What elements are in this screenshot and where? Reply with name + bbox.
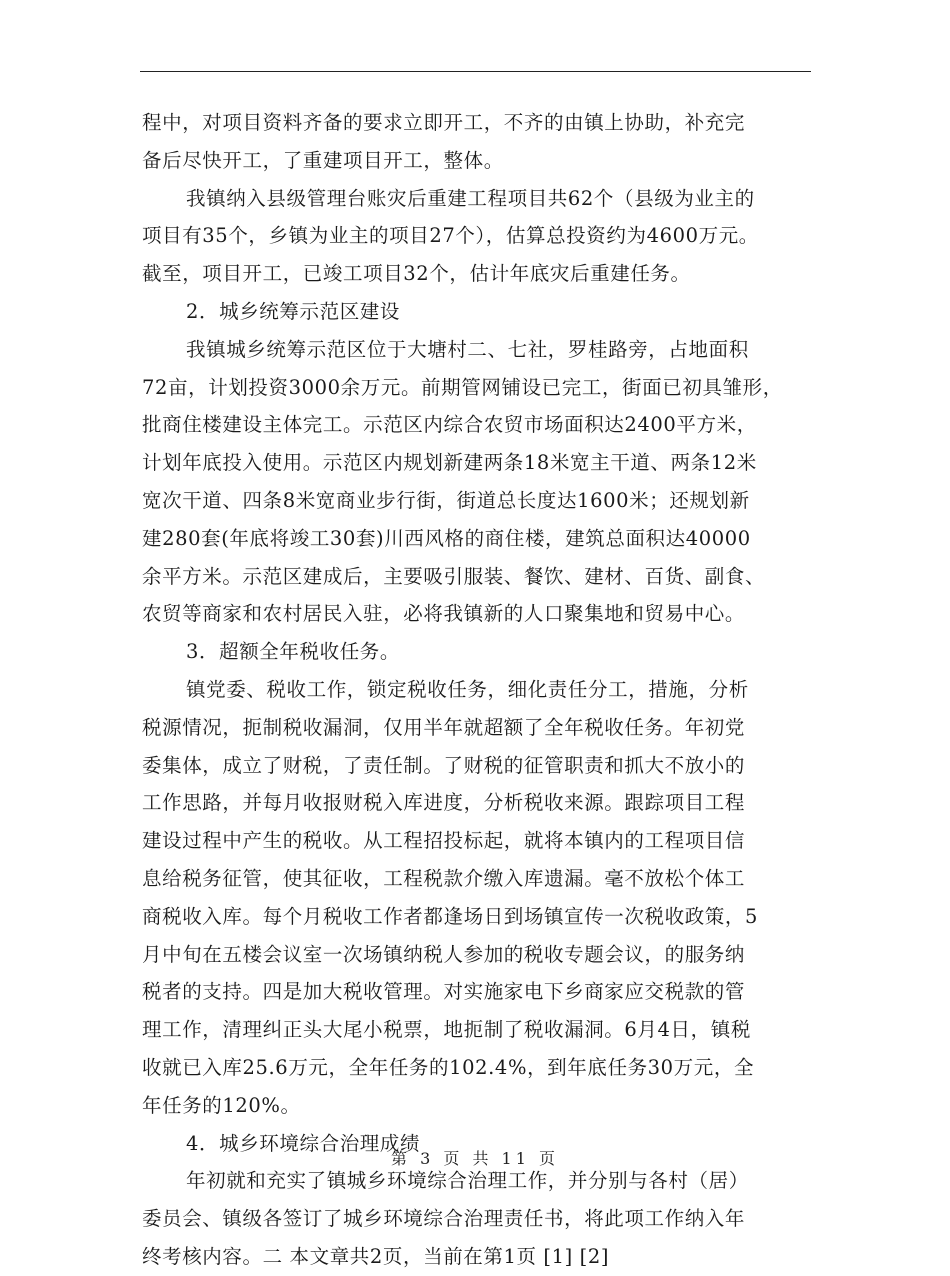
text-line: 年初就和充实了镇城乡环境综合治理工作，并分别与各村（居） (186, 1169, 749, 1193)
header-rule (140, 71, 811, 72)
text-line: 宽次干道、四条8米宽商业步行街，街道总长度达1600米；还规划新 (142, 488, 750, 512)
text-line: 2．城乡统筹示范区建设 (186, 299, 401, 323)
text-line: 3．超额全年税收任务。 (186, 640, 401, 664)
text-line: 月中旬在五楼会议室一次场镇纳税人参加的税收专题会议，的服务纳 (142, 942, 746, 966)
document-body (142, 104, 814, 1276)
page-number: 第 3 页 共 11 页 (391, 1149, 559, 1168)
text-line: 余平方米。示范区建成后，主要吸引服装、餐饮、建材、百货、副食、 (142, 564, 766, 588)
text-line: 商税收入库。每个月税收工作者都逢场日到场镇宣传一次税收政策，5 (142, 904, 759, 928)
text-line: 税源情况，扼制税收漏洞，仅用半年就超额了全年税收任务。年初党 (142, 715, 746, 739)
text-line: 终考核内容。二 本文章共2页，当前在第1页 [1] [2] (142, 1244, 610, 1268)
text-line: 农贸等商家和农村居民入驻，必将我镇新的人口聚集地和贸易中心。 (142, 602, 746, 626)
text-line: 截至，项目开工，已竣工项目32个，估计年底灾后重建任务。 (142, 262, 691, 286)
text-line: 委集体，成立了财税，了责任制。了财税的征管职责和抓大不放小的 (142, 753, 746, 777)
text-line: 72亩，计划投资3000余万元。前期管网铺设已完工，街面已初具雏形， (142, 375, 783, 399)
text-line: 税者的支持。四是加大税收管理。对实施家电下乡商家应交税款的管 (142, 980, 746, 1004)
text-line: 我镇纳入县级管理台账灾后重建工程项目共62个（县级为业主的 (186, 186, 755, 210)
text-line: 建280套(年底将竣工30套)川西风格的商住楼，建筑总面积达40000 (142, 526, 751, 550)
text-line: 计划年底投入使用。示范区内规划新建两条18米宽主干道、两条12米 (142, 451, 757, 475)
text-line: 建设过程中产生的税收。从工程招投标起，就将本镇内的工程项目信 (142, 829, 746, 853)
text-line: 4．城乡环境综合治理成绩 (186, 1131, 421, 1155)
page-footer (0, 1146, 950, 1169)
text-line: 批商住楼建设主体完工。示范区内综合农贸市场面积达2400平方米， (142, 413, 757, 437)
text-line: 息给税务征管，使其征收，工程税款介缴入库遗漏。毫不放松个体工 (142, 866, 746, 890)
text-line: 项目有35个，乡镇为业主的项目27个），估算总投资约为4600万元。 (142, 224, 759, 248)
text-line: 镇党委、税收工作，锁定税收任务，细化责任分工，措施，分析 (186, 677, 749, 701)
text-line: 备后尽快开工，了重建项目开工，整体。 (142, 148, 504, 172)
text-line: 年任务的120%。 (142, 1093, 301, 1117)
text-line: 理工作，清理纠正头大尾小税票，地扼制了税收漏洞。6月4日，镇税 (142, 1018, 751, 1042)
text-line: 委员会、镇级各签订了城乡环境综合治理责任书，将此项工作纳入年 (142, 1207, 746, 1231)
text-line: 程中，对项目资料齐备的要求立即开工，不齐的由镇上协助，补充完 (142, 111, 746, 134)
text-line: 收就已入库25.6万元，全年任务的102.4%，到年底任务30万元，全 (142, 1055, 755, 1079)
text-line: 我镇城乡统筹示范区位于大塘村二、七社，罗桂路旁，占地面积 (186, 337, 749, 361)
text-line: 工作思路，并每月收报财税入库进度，分析税收来源。跟踪项目工程 (142, 791, 746, 815)
